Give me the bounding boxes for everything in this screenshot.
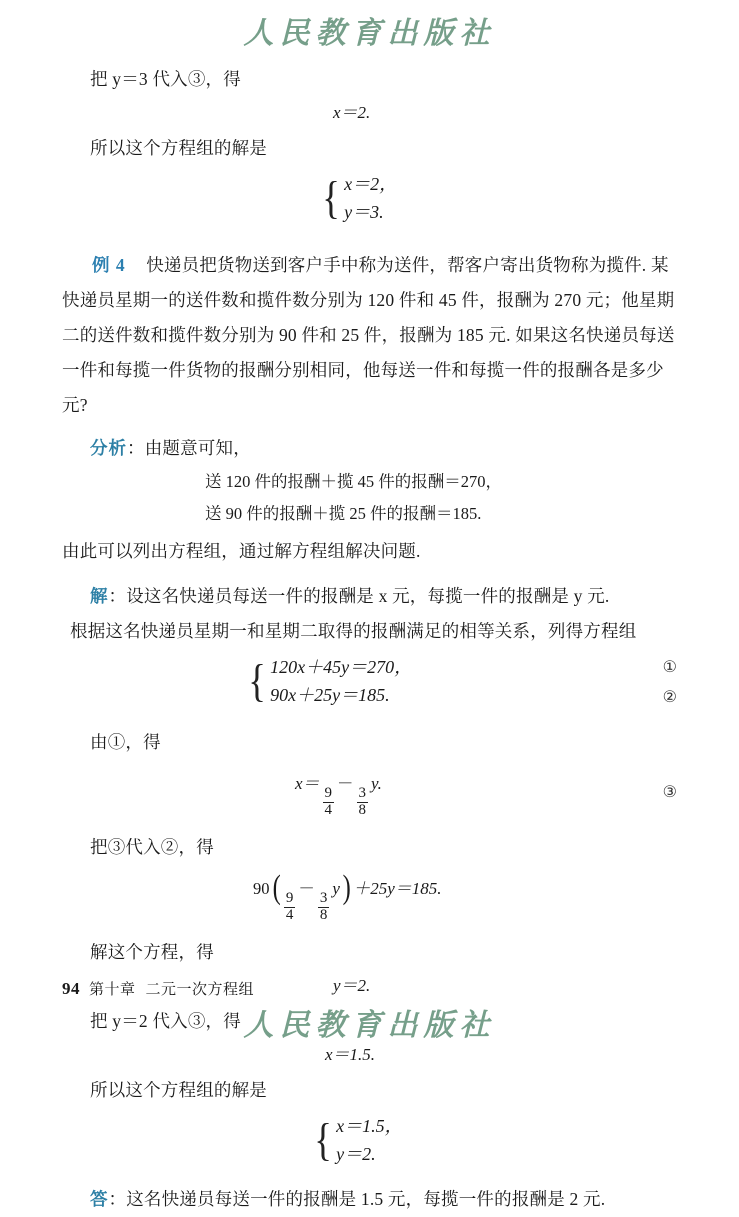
display-system-3 bbox=[62, 1108, 677, 1178]
system2-row1: 120x＋45y＝270， bbox=[270, 657, 413, 677]
fraction-numerator: 9 bbox=[285, 889, 294, 906]
eq-y-equals-2: y＝2. bbox=[333, 976, 371, 995]
footer-chapter: 第十章 bbox=[89, 982, 136, 998]
relation-line-1: 送 120 件的报酬＋揽 45 件的报酬＝270， bbox=[205, 472, 502, 491]
fraction-3-over-8 bbox=[316, 891, 332, 924]
solution-setup-text: ：设这名快递员每送一件的报酬是 x 元，每揽一件的报酬是 y 元. bbox=[108, 586, 610, 606]
publisher-logo-top: 人民教育出版社 bbox=[243, 17, 496, 50]
left-brace-icon: { bbox=[248, 655, 266, 706]
equation-system-1 bbox=[320, 170, 398, 226]
system1-row1: x＝2， bbox=[344, 174, 398, 194]
analysis-closing-line bbox=[62, 534, 677, 569]
display-eq-3 bbox=[62, 760, 677, 824]
display-relation-2 bbox=[62, 498, 677, 532]
text-so-solution-1: 所以这个方程组的解是 bbox=[90, 138, 267, 158]
line-so-solution-1 bbox=[90, 131, 677, 166]
analysis-label: 分析 bbox=[90, 438, 127, 458]
equation-system-3 bbox=[312, 1112, 404, 1168]
publisher-logo-bottom: 人民教育出版社 bbox=[243, 1009, 496, 1042]
footer-chapter-title: 二元一次方程组 bbox=[145, 982, 255, 998]
answer-text: ：这名快递员每送一件的报酬是 1.5 元，每揽一件的报酬是 2 元. bbox=[108, 1189, 606, 1209]
fraction-denominator: 4 bbox=[324, 801, 333, 818]
display-eq-4: 90( $\frac{9}{4}$ － $\frac{3}{8}$ y) ＋25y＝185. bbox=[253, 869, 442, 923]
analysis-lead-line bbox=[90, 431, 677, 466]
system2-row2: 90x＋25y＝185. bbox=[270, 685, 390, 705]
eq3-minus: － bbox=[337, 774, 354, 793]
text-solve-this-equation: 解这个方程，得 bbox=[90, 942, 214, 962]
solution-basis-line bbox=[70, 614, 677, 649]
equation-tag-1: ① bbox=[662, 659, 677, 676]
text-from-eq1: 由①，得 bbox=[90, 732, 161, 752]
display-system-1 bbox=[62, 166, 677, 232]
left-brace-icon: { bbox=[314, 1114, 332, 1165]
fraction-numerator: 9 bbox=[324, 784, 333, 801]
system1-row2: y＝3. bbox=[344, 202, 384, 222]
display-eq-x15 bbox=[62, 1039, 677, 1073]
analysis-closing-text: 由此可以列出方程组，通过解方程组解决问题. bbox=[62, 541, 421, 561]
line-solve-this-equation bbox=[90, 935, 677, 970]
solution-setup-line bbox=[90, 579, 677, 614]
fraction-denominator: 8 bbox=[319, 906, 328, 923]
analysis-lead-text: ：由题意可知， bbox=[127, 438, 251, 458]
answer-line bbox=[90, 1182, 677, 1217]
fraction-9-over-4 bbox=[282, 891, 298, 924]
left-brace-icon: { bbox=[322, 172, 340, 223]
equation-system-2 bbox=[246, 653, 413, 709]
solution-label: 解 bbox=[90, 586, 109, 606]
equation-tag-2: ② bbox=[662, 689, 677, 706]
text-substitute-3-into-2: 把③代入②，得 bbox=[90, 837, 214, 857]
line-substitute-y3 bbox=[90, 62, 677, 97]
line-from-eq1 bbox=[90, 725, 677, 760]
text-so-solution-2: 所以这个方程组的解是 bbox=[90, 1080, 267, 1100]
fraction-numerator: 3 bbox=[358, 784, 367, 801]
fraction-denominator: 8 bbox=[358, 801, 367, 818]
example-label: 例 4 bbox=[92, 255, 126, 275]
relation-line-2: 送 90 件的报酬＋揽 25 件的报酬＝185. bbox=[205, 504, 482, 523]
display-eq-x2 bbox=[62, 97, 677, 131]
equation-tag-3: ③ bbox=[662, 784, 677, 801]
eq4-suffix: ＋25y＝185. bbox=[353, 879, 442, 898]
eq-x-equals-2: x＝2. bbox=[333, 103, 371, 122]
answer-label: 答 bbox=[90, 1189, 109, 1209]
eq3-variable: y. bbox=[371, 774, 382, 793]
eq-x-equals-1-5: x＝1.5. bbox=[325, 1045, 376, 1064]
text-substitute-y3: 把 y＝3 代入③，得 bbox=[90, 69, 241, 89]
page-footer bbox=[62, 978, 254, 999]
text-substitute-y2-into-3: 把 y＝2 代入③，得 bbox=[90, 1011, 241, 1031]
system3-row1: x＝1.5， bbox=[336, 1116, 403, 1136]
fraction-9-over-4 bbox=[321, 786, 337, 819]
display-relation-1 bbox=[62, 466, 677, 498]
eq4-minus: － bbox=[298, 879, 315, 898]
line-so-solution-2 bbox=[90, 1073, 677, 1108]
line-substitute-3-into-2 bbox=[90, 830, 677, 865]
example-text: 快递员把货物送到客户手中称为送件，帮客户寄出货物称为揽件. 某快递员星期一的送件数和揽件数分别为 120 件和 45 件，报酬为 270 元；他星期二的送件数和揽件数分别为 90 件和 25 件，报酬为 185 元. 如果这名快递员每送一件和每揽一件货物的报酬分别相同，他每送一件和每揽一件的报酬各是多少元? bbox=[62, 255, 675, 415]
display-system-2 bbox=[62, 649, 677, 719]
fraction-3-over-8 bbox=[355, 786, 371, 819]
fraction-denominator: 4 bbox=[285, 906, 294, 923]
solution-basis-text: 根据这名快递员星期一和星期二取得的报酬满足的相等关系，列得方程组 bbox=[70, 621, 637, 641]
eq4-variable: y bbox=[332, 879, 340, 898]
eq3-lhs: x＝ bbox=[295, 774, 320, 793]
system3-row2: y＝2. bbox=[336, 1144, 376, 1164]
footer-page-number: 94 bbox=[62, 979, 80, 998]
eq4-prefix: 90 bbox=[253, 879, 270, 898]
example-paragraph bbox=[62, 248, 677, 423]
fraction-numerator: 3 bbox=[319, 889, 328, 906]
